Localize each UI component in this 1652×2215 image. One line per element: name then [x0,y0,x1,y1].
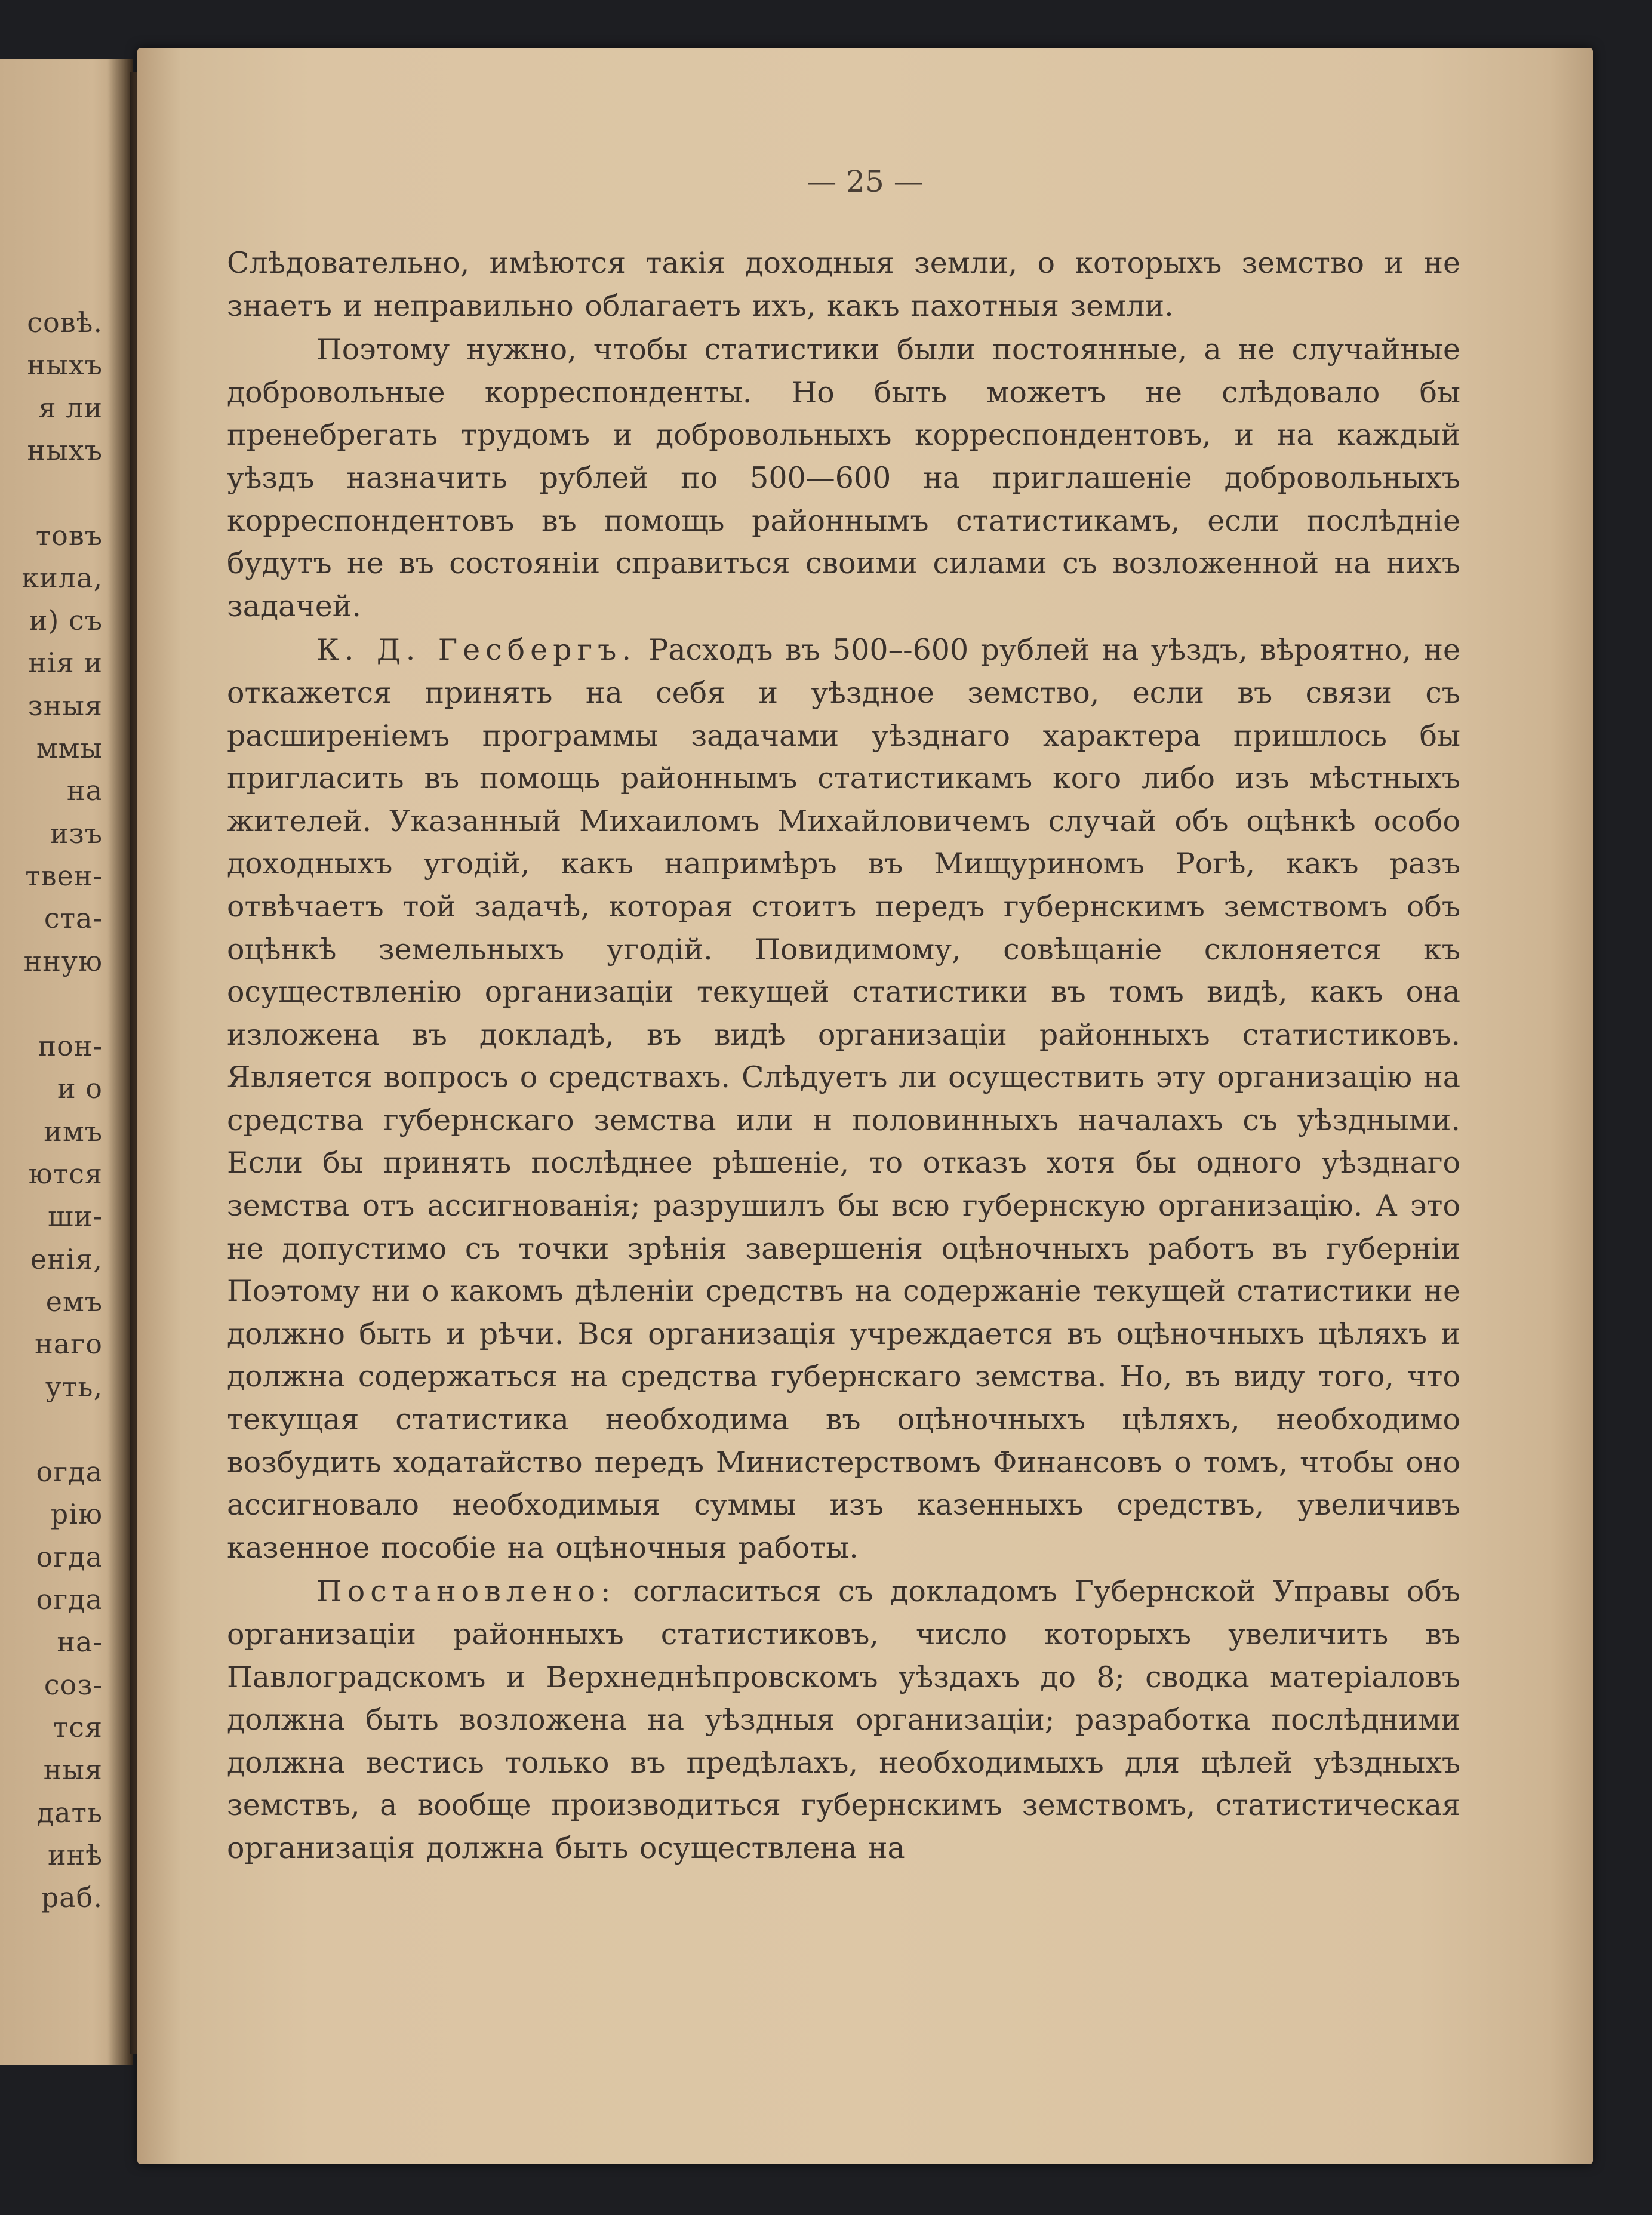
paragraph-2 [227,328,1460,627]
left-page-fragment: совѣ. [27,306,103,339]
left-page-fragment: и) съ [29,604,103,637]
resolution-heading: Постановлено: [316,1574,616,1609]
left-page-fragment: на- [57,1626,103,1659]
left-page-fragment: уть, [45,1370,103,1403]
left-page-fragment: зныя [27,689,103,722]
left-page-fragment: я ли [38,391,103,424]
left-page-fragment: имъ [44,1115,103,1148]
left-page-fragment: раб. [41,1881,103,1914]
paragraph-3-text: Расходъ въ 500–-600 рублей на уѣздъ, вѣроятно, не откажется принять на себя и уѣздное земство, если въ связи съ расширеніемъ программы задачами уѣзднаго характера пришлось бы пригласить въ помощь районнымъ статистикамъ кого либо изъ мѣстныхъ жителей. Указанный Михаиломъ Михайловичемъ случай объ оцѣнкѣ особо доходныхъ угодій, какъ напримѣръ въ Мищуриномъ Рогѣ, какъ разъ отвѣчаетъ той задачѣ, которая стоитъ передъ губернскимъ земствомъ объ оцѣнкѣ земельныхъ угодій. Повидимому, совѣщаніе склоняется къ осуществленію организаціи текущей статистики въ томъ видѣ, какъ она изложена въ докладѣ, въ видѣ организаціи районныхъ статистиковъ. Является вопросъ о средствахъ. Слѣдуетъ ли осуществить эту организацію на средства губернскаго земства или н половинныхъ началахъ съ уѣздными. Если бы принять послѣднее рѣшеніе, то отказъ хотя бы одного уѣзднаго земства отъ ассигнованія; разрушилъ бы всю губернскую организацію. А это не допустимо съ точки зрѣнія завершенія оцѣночныхъ работъ въ губерніи Поэтому ни о какомъ дѣленіи средствъ на содержаніе текущей статистики не должно быть и рѣчи. Вся организація учреждается въ оцѣночныхъ цѣляхъ и должна содержаться на средства губернскаго земства. Но, въ виду того, что текущая статистика необходима въ оцѣночныхъ цѣляхъ, необходимо возбудить ходатайство передъ Министерствомъ Финансовъ о томъ, чтобы оно ассигновало необходимыя суммы изъ казенныхъ средствъ, увеличивъ казенное пособіе на оцѣночныя работы. [227,633,1461,1565]
left-page-fragment: ныхъ [27,349,103,382]
book-page [137,48,1593,2164]
left-page-gutter-shadow [107,59,133,2065]
paragraph-4-text: согласиться съ докладомъ Губернской Управы объ организаціи районныхъ статистиковъ, число которыхъ увеличить въ Павлоградскомъ и Верхнеднѣпровскомъ уѣздахъ до 8; сводка матеріаловъ должна быть возложена на уѣздныя организаціи; разработка послѣдними должна вестись только въ предѣлахъ, необходимыхъ для цѣлей уѣздныхъ земствъ, а вообще производиться губернскимъ земствомъ, статистическая организація должна быть осуществлена на [227,1574,1461,1865]
left-page-fragment: тся [53,1711,103,1743]
left-page-fragment: товъ [35,519,103,552]
page-text-column [227,242,1460,1870]
paragraph-4 [227,1570,1460,1869]
left-page-fragment: огда [36,1456,103,1488]
left-page-fragment: огда [36,1583,103,1616]
left-page-fragment: дать [36,1796,103,1829]
left-page-fragment: твен- [25,859,103,892]
left-page-fragment: кила, [21,561,103,594]
left-page-fragment: ныхъ [27,433,103,466]
left-page-fragment: на [66,774,103,807]
left-page-fragment: инѣ [47,1838,103,1871]
paragraph-2-text: Поэтому нужно, чтобы статистики были постоянные, а не случайные добровольные корреспонденты. Но быть можетъ не слѣдовало бы пренебрегать трудомъ и добровольныхъ корреспондентовъ, и на каждый уѣздъ назначить рублей по 500—600 на приглашеніе добровольныхъ корреспондентовъ въ помощь районнымъ статистикамъ, если послѣдніе будутъ не въ состояніи справиться своими силами съ возложенной на нихъ задачей. [227,333,1460,623]
left-page-fragment: ши- [48,1200,103,1233]
left-page-fragment: соз- [44,1668,103,1701]
left-page-fragment: наго [35,1328,103,1361]
left-page-fragment: нную [23,945,103,977]
left-page-fragment: рію [50,1498,103,1531]
left-page-edge [0,59,133,2065]
paragraph-1-text: Слѣдовательно, имѣются такія доходныя земли, о которыхъ земство и не знаетъ и неправильно облагаетъ ихъ, какъ пахотныя земли. [227,246,1460,323]
left-page-fragment: ста- [44,902,103,935]
left-page-fragment: пон- [38,1030,103,1063]
left-page-fragment: ются [28,1158,103,1190]
paragraph-1 [227,242,1460,327]
page-number: — 25 — [807,164,924,199]
left-page-fragment: емъ [45,1285,103,1318]
speaker-name: К. Д. Гесбергъ. [316,633,636,667]
left-page-fragment: огда [36,1540,103,1573]
left-page-fragment: изъ [50,817,103,850]
left-page-fragment: и о [57,1072,103,1105]
paragraph-3 [227,629,1460,1569]
left-page-fragment: нія и [28,647,103,679]
left-page-fragment: ммы [36,732,103,764]
left-page-fragment: енія, [30,1242,103,1275]
left-page-fragment: ныя [43,1753,103,1786]
